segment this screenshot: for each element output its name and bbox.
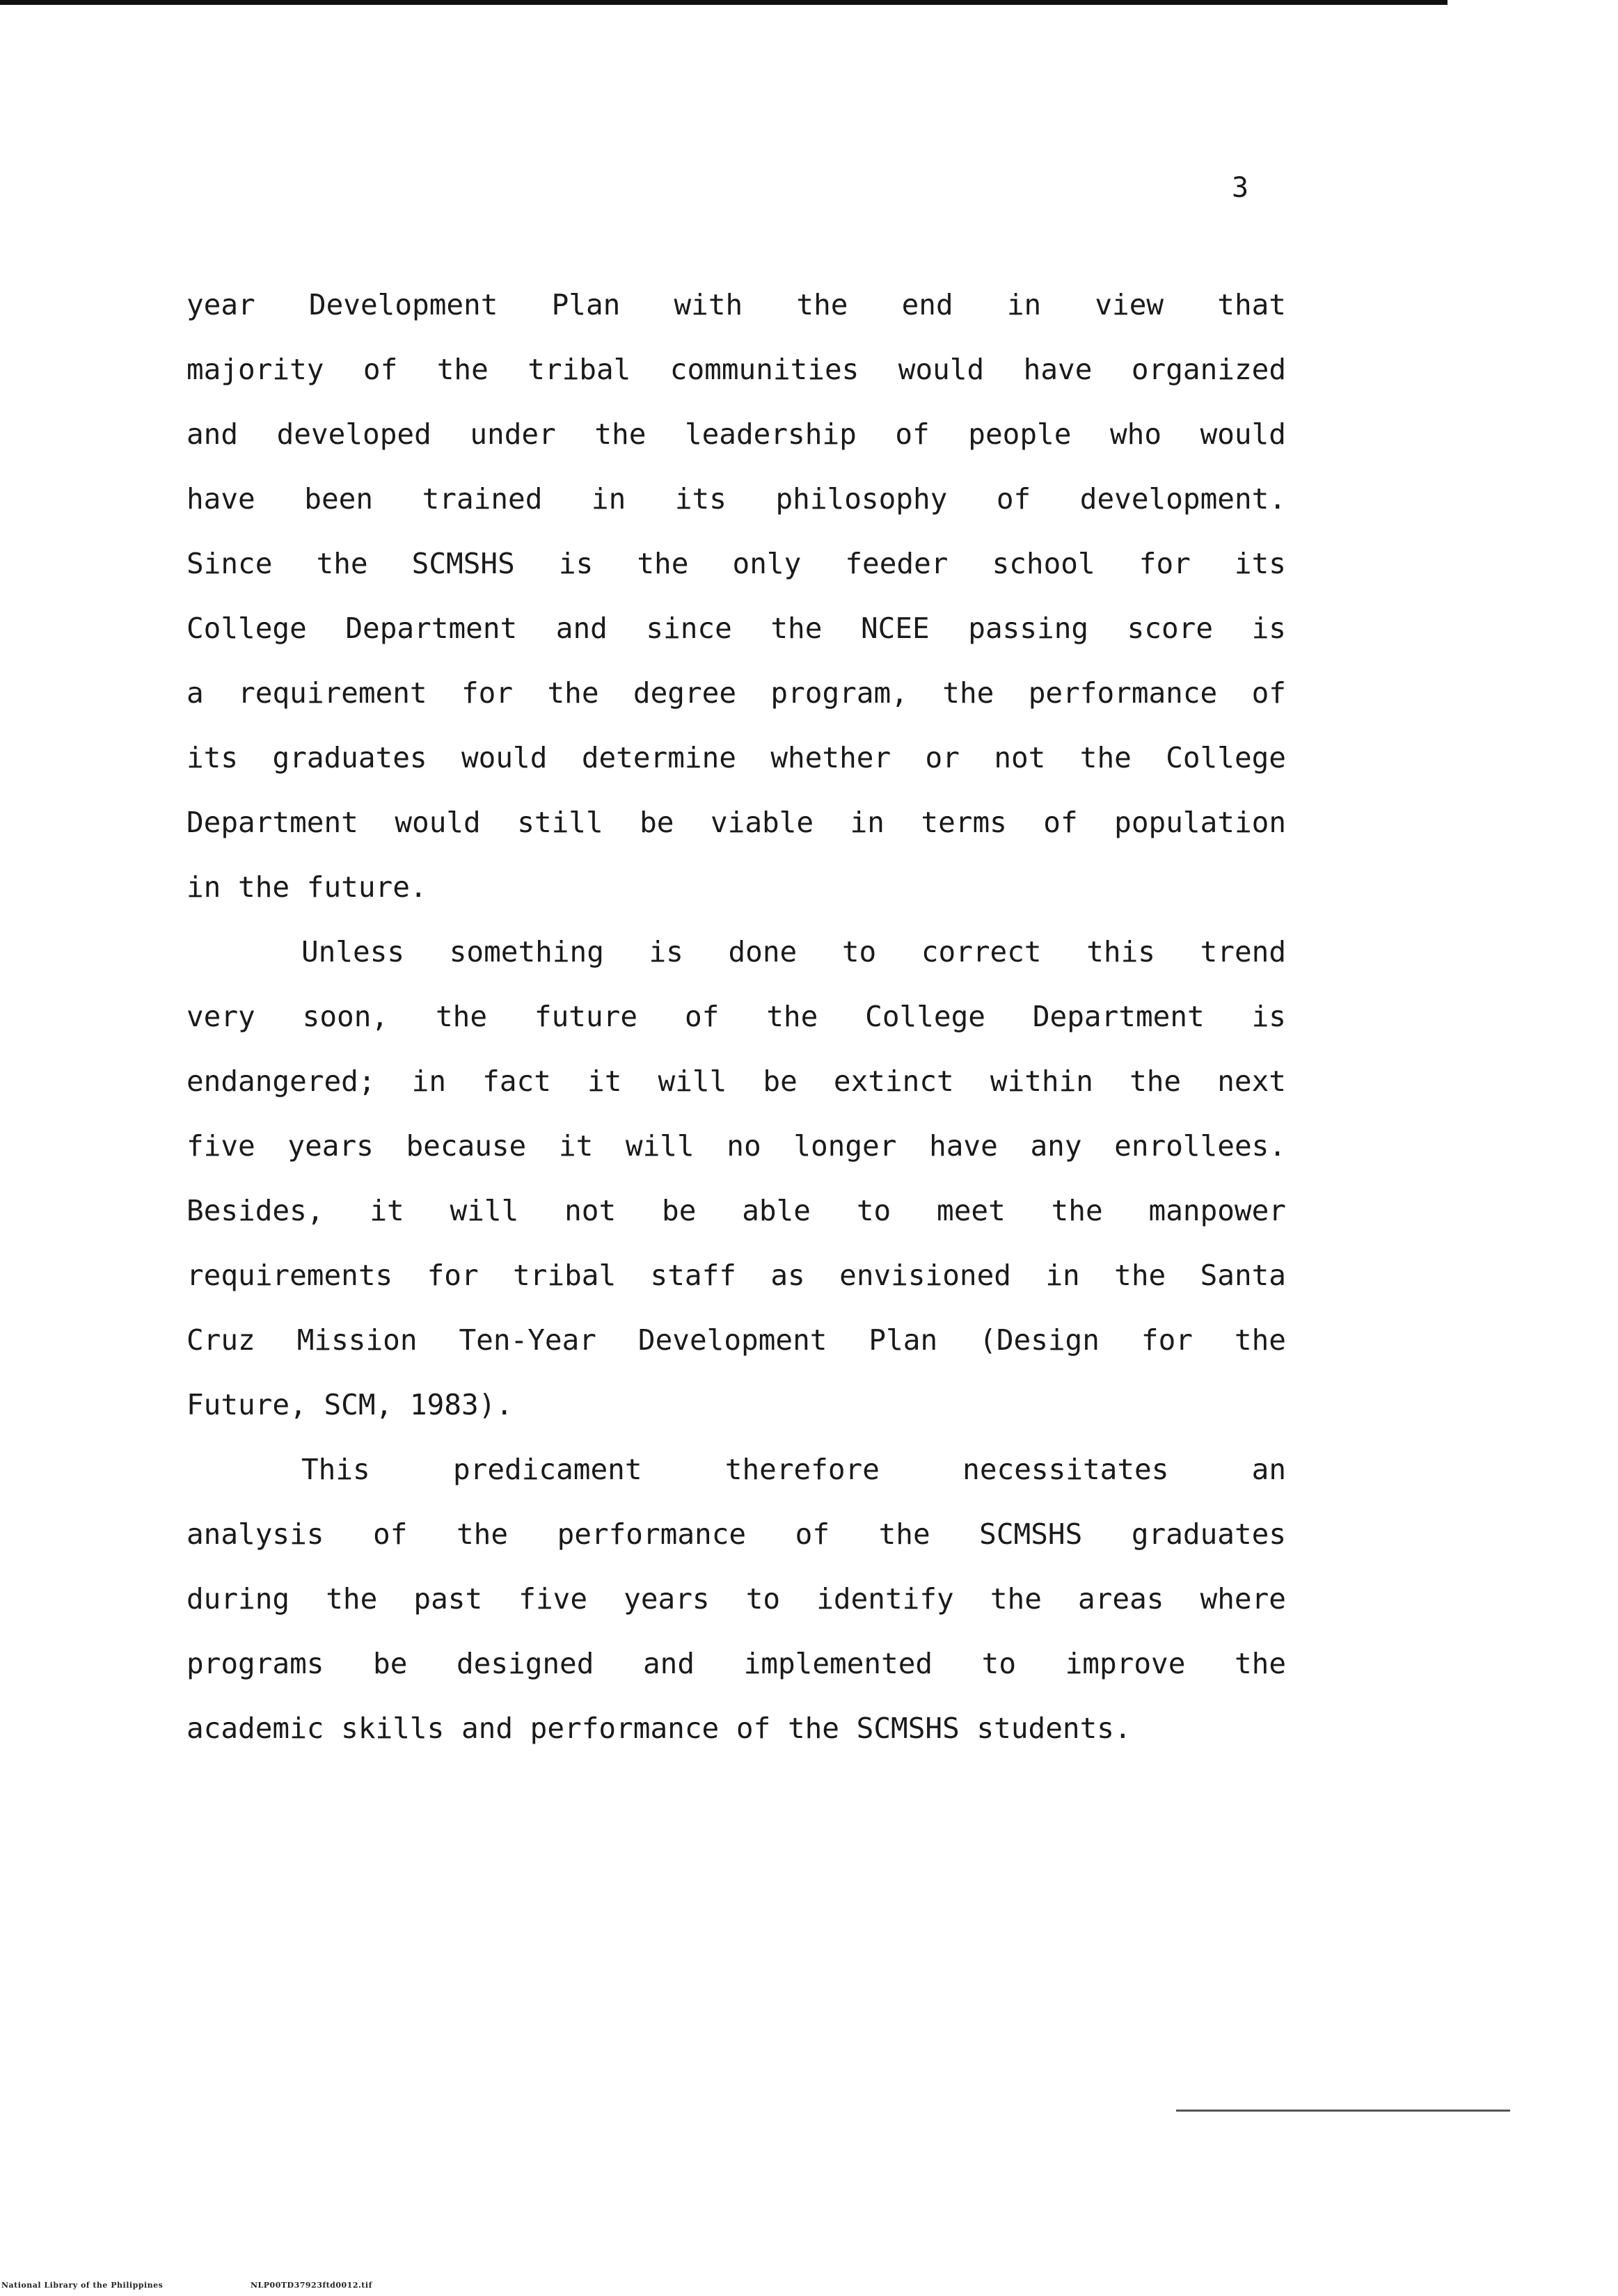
text-line: College Department and since the NCEE passing score is (187, 612, 1286, 645)
text-line: Besides, it will not be able to meet the manpower (187, 1194, 1286, 1227)
paragraph (187, 273, 1286, 920)
page-number: 3 (1232, 172, 1249, 204)
text-line: Department would still be viable in terms of population (187, 806, 1286, 839)
text-line: a requirement for the degree program, the performance of (187, 676, 1286, 710)
text-line: Unless something is done to correct this trend (301, 935, 1286, 968)
text-line: Cruz Mission Ten-Year Development Plan (Design for the (187, 1323, 1286, 1357)
text-line: its graduates would determine whether or not the College (187, 741, 1286, 774)
text-line: programs be designed and implemented to improve the (187, 1647, 1286, 1680)
bottom-scan-line (1176, 2110, 1510, 2112)
text-line: five years because it will no longer have any enrollees. (187, 1129, 1286, 1163)
top-scan-border (0, 0, 1448, 5)
text-line: Since the SCMSHS is the only feeder school for its (187, 547, 1286, 580)
text-line: very soon, the future of the College Department is (187, 1000, 1286, 1033)
footer-file-id: NLP00TD37923ftd0012.tif (251, 2281, 372, 2290)
text-line: during the past five years to identify the areas where (187, 1582, 1286, 1616)
text-line: in the future. (187, 870, 427, 904)
text-line: academic skills and performance of the SCMSHS students. (187, 1712, 1132, 1745)
text-line: endangered; in fact it will be extinct within the next (187, 1065, 1286, 1098)
text-line: requirements for tribal staff as envisioned in the Santa (187, 1259, 1286, 1292)
text-line: year Development Plan with the end in view that (187, 288, 1286, 321)
text-line: Future, SCM, 1983). (187, 1388, 513, 1421)
footer-library-name: National Library of the Philippines (1, 2281, 164, 2290)
text-line: analysis of the performance of the SCMSHS graduates (187, 1517, 1286, 1551)
body-text (187, 273, 1286, 1761)
paragraph (187, 920, 1286, 1437)
paragraph (187, 1437, 1286, 1761)
text-line: majority of the tribal communities would have organized (187, 353, 1286, 386)
text-line: This predicament therefore necessitates an (301, 1453, 1286, 1486)
text-line: have been trained in its philosophy of development. (187, 482, 1286, 516)
text-line: and developed under the leadership of people who would (187, 417, 1286, 451)
